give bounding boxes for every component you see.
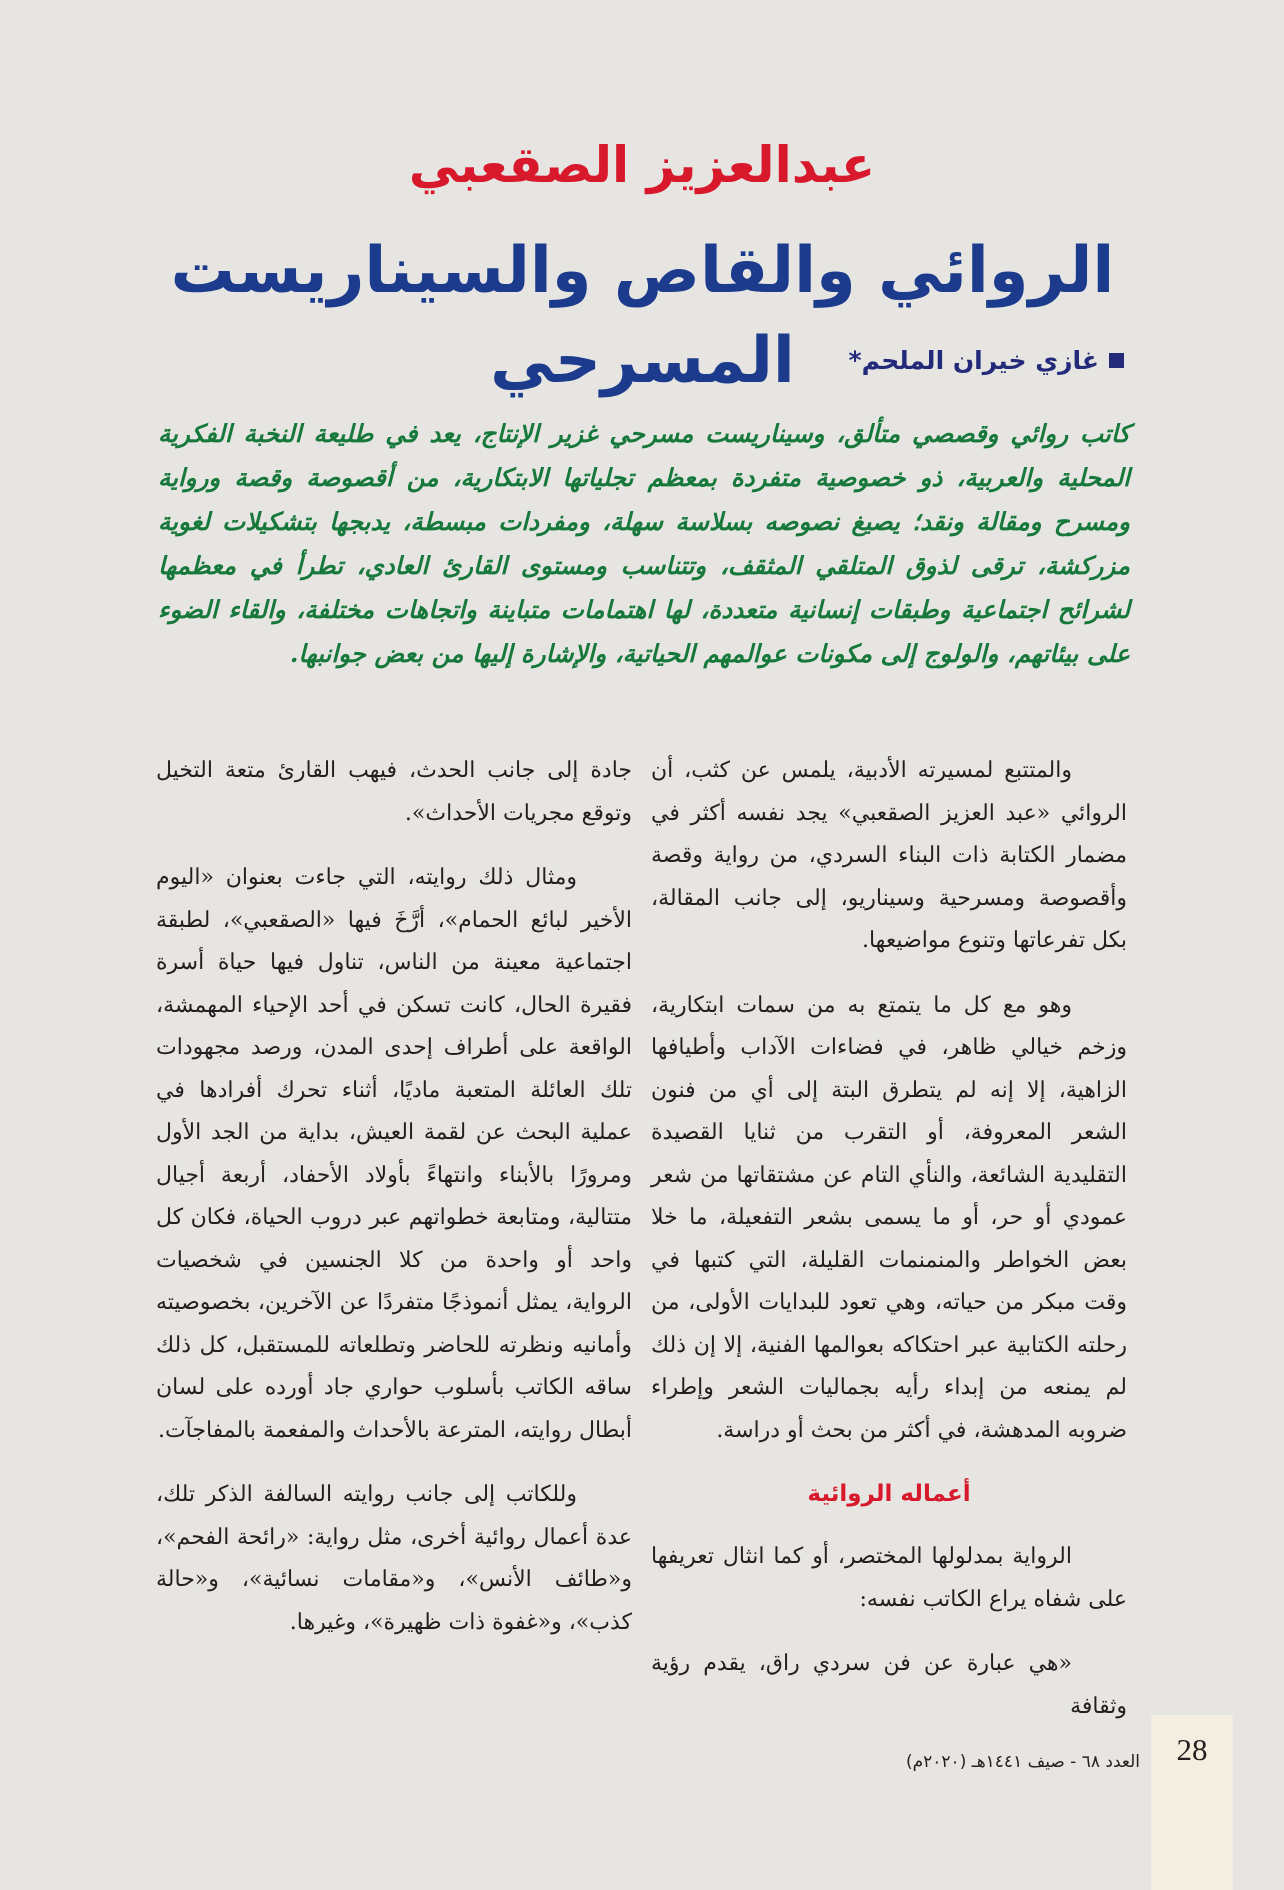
page-number: 28	[1176, 1732, 1208, 1767]
paragraph: «هي عبارة عن فن سردي راق، يقدم رؤية وثقافة	[651, 1651, 1127, 1719]
paragraph: والمتتبع لمسيرته الأدبية، يلمس عن كثب، أن الروائي «عبد العزيز الصقعبي» يجد نفسه أكثر في مضمار الكتابة ذات البناء السردي، من رواية وقصة وأقصوصة ومسرحية وسيناريو، إلى جانب المقالة، بكل تفرعاتها وتنوع مواضيعها.	[651, 758, 1127, 953]
column-left	[156, 750, 632, 1666]
byline	[849, 346, 1124, 375]
section-subhead: أعماله الروائية	[807, 1481, 971, 1507]
paragraph: جادة إلى جانب الحدث، فيهب القارئ متعة التخيل وتوقع مجريات الأحداث».	[156, 758, 632, 826]
issue-info: العدد ٦٨ - صيف ١٤٤١هـ (٢٠٢٠م)	[905, 1752, 1140, 1772]
paragraph: وهو مع كل ما يتمتع به من سمات ابتكارية، وزخم خيالي ظاهر، في فضاءات الآداب وأطيافها الزاهية، إلا إنه لم يتطرق البتة إلى أي من فنون الشعر المعروفة، أو التقرب من ثنايا القصيدة التقليدية الشائعة، والنأي التام عن مشتقاتها من شعر عمودي أو حر، أو ما يسمى بشعر التفعيلة، ما خلا بعض الخواطر والمنمنمات القليلة، التي كتبها في وقت مبكر من حياته، وهي تعود للبدايات الأولى، من رحلته الكتابية عبر احتكاكه بعوالمها الفنية، إلا إن ذلك لم يمنعه من إبداء رأيه بجماليات الشعر وإطراء ضروبه المدهشة، في أكثر من بحث أو دراسة.	[651, 992, 1127, 1443]
bullet-square-icon	[1109, 353, 1124, 368]
page-number-tab	[1151, 1715, 1233, 1890]
column-right	[651, 750, 1127, 1750]
paragraph: ومثال ذلك روايته، التي جاءت بعنوان «اليوم الأخير لبائع الحمام»، أرَّخَ فيها «الصقعبي»، لطبقة اجتماعية معينة من الناس، تناول فيها حياة أسرة فقيرة الحال، كانت تسكن في أحد الإحياء المهمشة، الواقعة على أطراف إحدى المدن، ورصد مجهودات تلك العائلة المتعبة ماديًا، أثناء تحرك أفرادها في عملية البحث عن لقمة العيش، بداية من الجد الأول ومرورًا بالأبناء وانتهاءً بأولاد الأحفاد، أربعة أجيال متتالية، ومتابعة خطواتهم عبر دروب الحياة، فكان كل واحد أو واحدة من كلا الجنسين في شخصيات الرواية، يمثل أنموذجًا متفردًا عن الآخرين، بخصوصيته وأمانيه ونظرته للحاضر وتطلعاته للمستقبل، كل ذلك ساقه الكاتب بأسلوب حواري جاد أورده على لسان أبطال روايته، المترعة بالأحداث والمفعمة بالمفاجآت.	[156, 865, 632, 1443]
article-lead: كاتب روائي وقصصي متألق، وسيناريست مسرحي غزير الإنتاج، يعد في طليعة النخبة الفكرية المحلية والعربية، ذو خصوصية متفردة بمعظم تجلياتها الابتكارية، من أقصوصة وقصة ورواية ومسرح ومقالة ونقد؛ يصيغ نصوصه بسلاسة سهلة، ومفردات مبسطة، يدبجها بتشكيلات لغوية مزركشة، ترقى لذوق المتلقي المثقف، وتتناسب ومستوى القارئ العادي، تطرأ في معظمها لشرائح اجتماعية وطبقات إنسانية متعددة، لها اهتمامات متباينة واتجاهات مختلفة، والقاء الضوء على بيئاتهم، والولوج إلى مكونات عوالمهم الحياتية، والإشارة إليها من بعض جوانبها.	[158, 419, 1130, 668]
author-name: غازي خيران الملحم*	[848, 346, 1099, 375]
article-headline: الروائي والقاص والسيناريست المسرحي	[170, 234, 1115, 398]
paragraph: وللكاتب إلى جانب روايته السالفة الذكر تلك، عدة أعمال روائية أخرى، مثل رواية: «رائحة الفحم»، و«طائف الأنس»، و«مقامات نسائية»، و«حالة كذب»، و«غفوة ذات ظهيرة»، وغيرها.	[156, 1482, 632, 1635]
article-kicker: عبدالعزيز الصقعبي	[408, 136, 876, 194]
paragraph: الرواية بمدلولها المختصر، أو كما انثال تعريفها على شفاه يراع الكاتب نفسه:	[651, 1544, 1127, 1612]
